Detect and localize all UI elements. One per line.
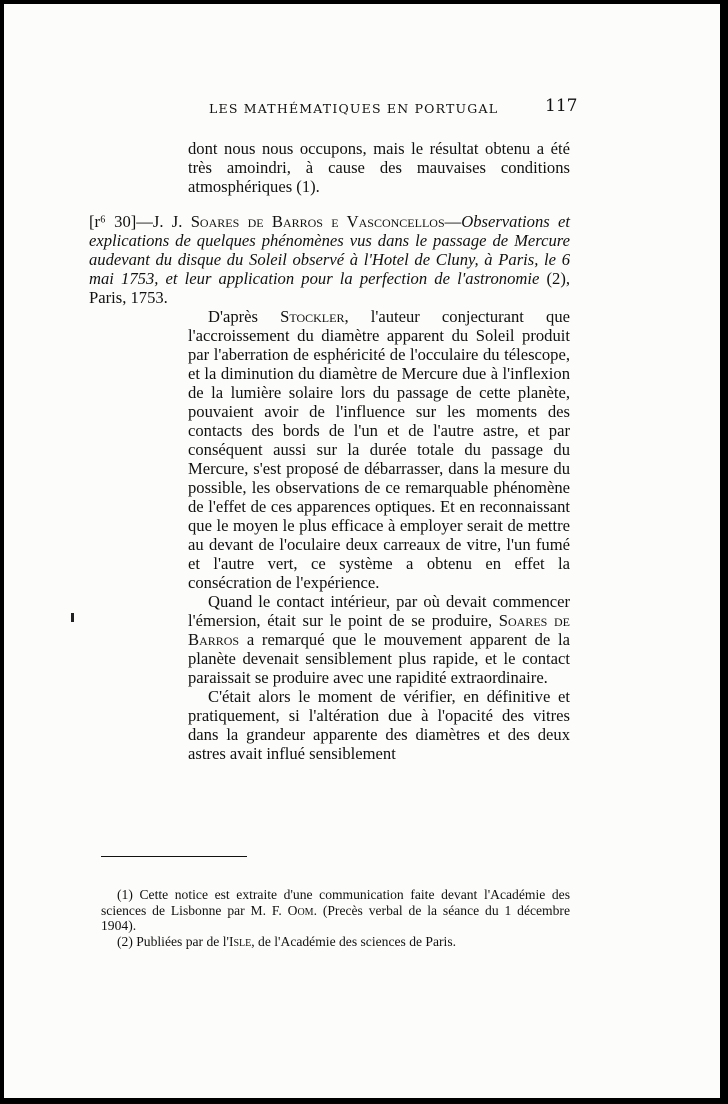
continuation-paragraph: dont nous nous occupons, mais le résultat obtenu a été très amoindri, à cause des mauvaises conditions atmosphériques (1). xyxy=(188,139,570,196)
entry-author: J. J. Soares de Barros e Vasconcellos xyxy=(152,212,445,231)
paragraph-text: , l'auteur conjecturant que l'accroissement du diamètre apparent du Soleil produit par l'aberration de esphéricité de l'occulaire du télescope, et la diminution du diamètre de Mercure due à l'inflexion de la lumière solaire lors du passage de cette planète, pouvaient avoir de l'influence sur les moments des contacts des bords de l'un et de l'autre astre, et par conséquent aussi sur la durée totale du passage du Mercure, s'est proposé de débarrasser, dans la mesure du possible, les observations de ce remarquable phénomène de l'effet de ces apparences optiques. Et en reconnaissant que le moyen le plus efficace à employer serait de mettre au devant de l'oculaire deux carreaux de vitre, l'un fumé et l'autre vert, ce système a obtenu en effet la consécration de l'expérience. xyxy=(188,307,570,592)
entry-dash: — xyxy=(136,212,153,231)
footnote-text: (2) Publiées par de l' xyxy=(117,933,229,949)
entry-title: Observations et explications de quelques phénomènes vus dans le passage de Mercure audevant du disque du Soleil observé à l'Hotel de Cluny, à Paris, le 6 mai 1753, et leur application pour la perfection de l'astronomie xyxy=(89,212,570,288)
body-paragraph xyxy=(188,592,570,687)
paragraph-text: D'après xyxy=(208,307,281,326)
person-name: Stockler xyxy=(280,307,345,326)
entry-marker: [r⁶ 30] xyxy=(89,212,137,231)
entry-body xyxy=(188,307,570,763)
book-page xyxy=(4,4,720,1098)
paragraph-text: Quand le contact intérieur, par où devait commencer l'émersion, était sur le point de se produire, xyxy=(188,592,570,630)
person-name: Soares de Barros xyxy=(188,611,570,649)
paragraph-text: C'était alors le moment de vérifier, en définitive et pratiquement, si l'altération due à l'opacité des vitres dans la grandeur apparente des diamètres et des deux astres avait influé sensiblement xyxy=(188,687,570,763)
person-name: Isle xyxy=(228,933,252,949)
footnotes xyxy=(101,887,570,949)
page-number: 117 xyxy=(545,96,578,116)
author-dash: — xyxy=(444,212,462,231)
footnote-divider xyxy=(101,856,247,857)
margin-mark xyxy=(71,613,74,622)
entry-title-tail: (2), Paris, 1753. xyxy=(89,269,570,307)
body-paragraph xyxy=(188,307,570,592)
footnote xyxy=(101,934,570,950)
footnote xyxy=(101,887,570,934)
bibliography-entry xyxy=(89,212,570,763)
footnote-text: . (Precès verbal de la séance du 1 décembre 1904). xyxy=(101,902,570,933)
footnote-text: , de l'Académie des sciences de Paris. xyxy=(251,933,457,949)
running-title: LES MATHÉMATIQUES EN PORTUGAL xyxy=(209,101,499,116)
person-name: Oom xyxy=(287,902,314,918)
paragraph-text: a remarqué que le mouvement apparent de la planète devenait sensiblement plus rapide, et le contact paraissait se produire avec une rapidité extraordinaire. xyxy=(188,630,570,687)
entry-heading xyxy=(89,212,570,307)
body-paragraph xyxy=(188,687,570,763)
footnote-text: (1) Cette notice est extraite d'une communication faite devant l'Académie des sciences de Lisbonne par M. F. xyxy=(101,887,570,918)
